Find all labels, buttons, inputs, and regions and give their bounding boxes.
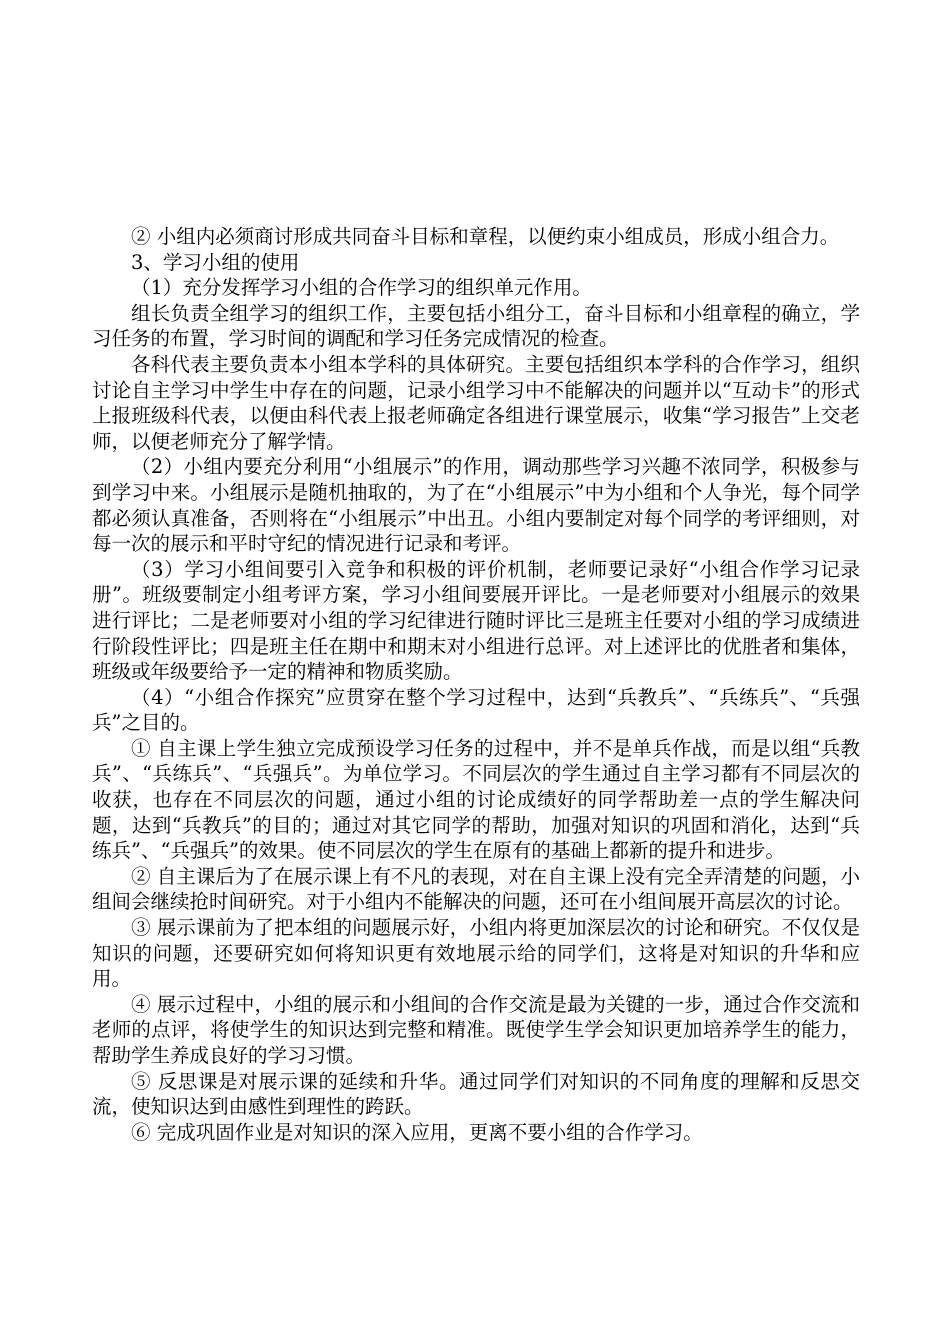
paragraph-point-2: （2）小组内要充分利用“小组展示”的作用，调动那些学习兴趣不浓同学，积极参与到学习中来。小组展示是随机抽取的，为了在“小组展示”中为小组和个人争光，每个同学都必须认真准备，否则将在“小组展示”中出丑。小组内要制定对每个同学的考评细则，对每一次的展示和平时守纪的情况进行记录和考评。 — [92, 455, 860, 556]
paragraph-point-4: （4）“小组合作探究”应贯穿在整个学习过程中，达到“兵教兵”、“兵练兵”、“兵强兵”之目的。 — [92, 685, 860, 735]
paragraph-item-4: ④ 展示过程中，小组的展示和小组间的合作交流是最为关键的一步，通过合作交流和老师的点评，将使学生的知识达到完整和精准。既使学生学会知识更加培养学生的能力，帮助学生养成良好的学习习惯。 — [92, 992, 860, 1067]
paragraph-group-goals: ② 小组内必须商讨形成共同奋斗目标和章程，以便约束小组成员，形成小组合力。 — [131, 225, 840, 248]
paragraph-point-3: （3）学习小组间要引入竞争和积极的评价机制，老师要记录好“小组合作学习记录册”。班级要制定小组考评方案，学习小组间要展开评比。一是老师要对小组展示的效果进行评比；二是老师要对小组的学习纪律进行随时评比三是班主任要对小组的学习成绩进行阶段性评比；四是班主任在期中和期末对小组进行总评。对上述评比的优胜者和集体，班级或年级要给予一定的精神和物质奖励。 — [92, 557, 860, 684]
paragraph-point-1: （1）充分发挥学习小组的合作学习的组织单元作用。 — [131, 276, 592, 300]
paragraph-item-2: ② 自主课后为了在展示课上有不凡的表现，对在自主课上没有完全弄清楚的问题，小组间会继续抢时间研究。对于小组内不能解决的问题，还可在小组间展开高层次的讨论。 — [92, 864, 860, 914]
paragraph-item-5: ⑤ 反思课是对展示课的延续和升华。通过同学们对知识的不同角度的理解和反思交流，使知识达到由感性到理性的跨跃。 — [92, 1069, 860, 1119]
section-heading-group-usage: 3、学习小组的使用 — [131, 250, 300, 274]
paragraph-item-1: ① 自主课上学生独立完成预设学习任务的过程中，并不是单兵作战，而是以组“兵教兵”、“兵练兵”、“兵强兵”。为单位学习。不同层次的学生通过自主学习都有不同层次的收获，也存在不同层次的问题，通过小组的讨论成绩好的同学帮助差一点的学生解决问题，达到“兵教兵”的目的；通过对其它同学的帮助，加强对知识的巩固和消化，达到“兵练兵”、“兵强兵”的效果。使不同层次的学生在原有的基础上都新的提升和进步。 — [92, 736, 860, 863]
paragraph-subject-representative: 各科代表主要负责本小组本学科的具体研究。主要包括组织本学科的合作学习，组织讨论自主学习中学生中存在的问题，记录小组学习中不能解决的问题并以“互动卡”的形式上报班级科代表，以便由科代表上报老师确定各组进行课堂展示，收集“学习报告”上交老师，以便老师充分了解学情。 — [92, 352, 860, 453]
document-body — [92, 224, 860, 1145]
paragraph-group-leader: 组长负责全组学习的组织工作，主要包括小组分工，奋斗目标和小组章程的确立，学习任务的布置，学习时间的调配和学习任务完成情况的检查。 — [92, 301, 860, 351]
paragraph-item-6: ⑥ 完成巩固作业是对知识的深入应用，更离不要小组的合作学习。 — [131, 1120, 703, 1144]
paragraph-item-3: ③ 展示课前为了把本组的问题展示好，小组内将更加深层次的讨论和研究。不仅仅是知识的问题，还要研究如何将知识更有效地展示给的同学们，这将是对知识的升华和应用。 — [92, 916, 860, 991]
